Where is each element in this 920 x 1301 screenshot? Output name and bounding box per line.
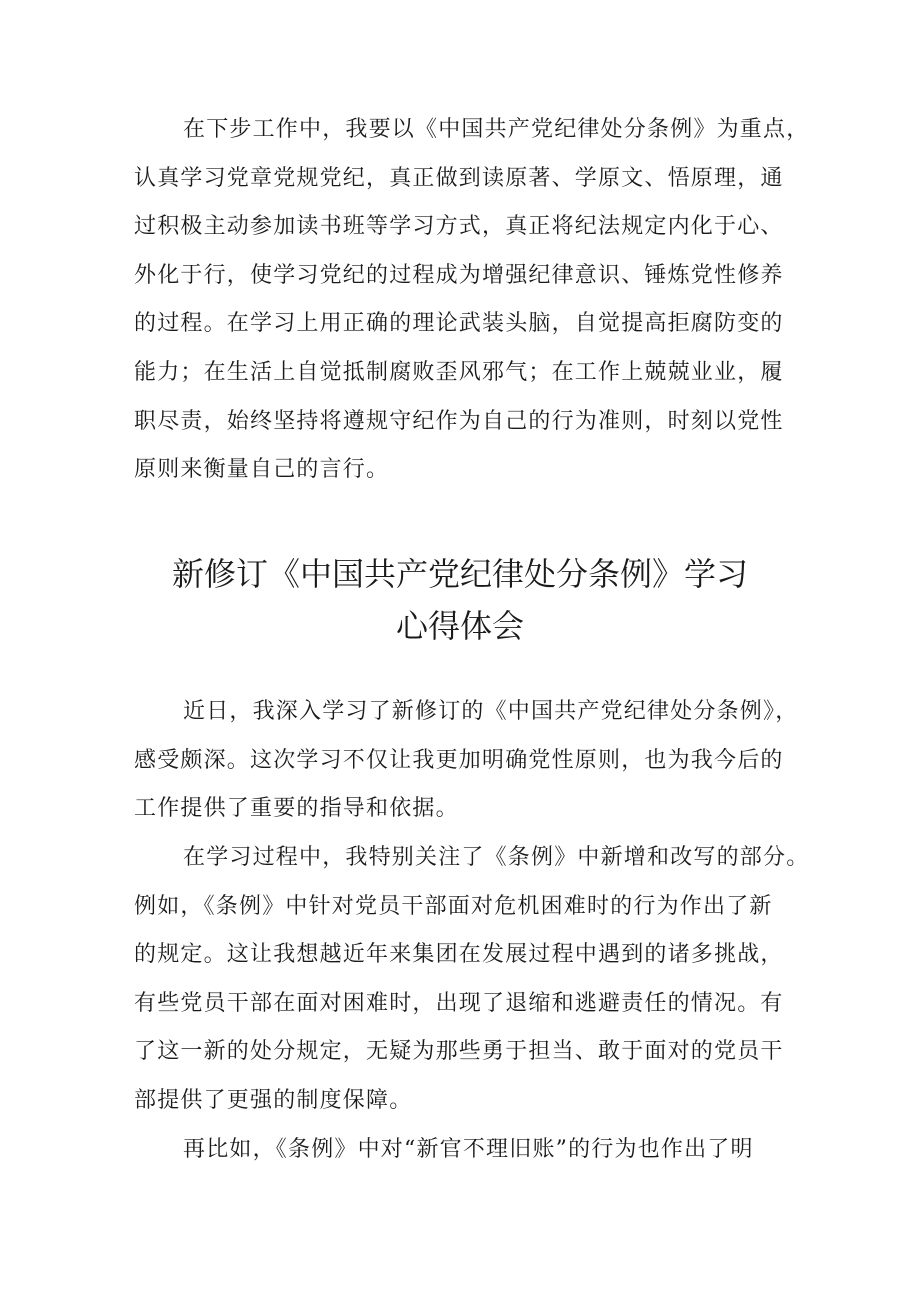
text-line: 有些党员干部在面对困难时，出现了退缩和逃避责任的情况。有 — [134, 990, 784, 1016]
text-line: 再比如，《条例》中对“新官不理旧账”的行为也作出了明 — [183, 1137, 754, 1162]
text-line: 在下步工作中，我要以《中国共产党纪律处分条例》为重点， — [183, 117, 810, 142]
paragraph-example — [134, 1126, 786, 1175]
text-line: 在学习过程中，我特别关注了《条例》中新增和改写的部分。 — [183, 845, 810, 870]
text-line: 过积极主动参加读书班等学习方式，真正将纪法规定内化于心、 — [134, 214, 784, 240]
text-line: 认真学习党章党规党纪，真正做到读原著、学原文、悟原理，通 — [134, 165, 784, 191]
text-line: 外化于行，使学习党纪的过程成为增强纪律意识、锤炼党性修养 — [134, 262, 784, 288]
text-line: 的过程。在学习上用正确的理论武装头脑，自觉提高拒腐防变的 — [134, 311, 784, 337]
document-title — [0, 548, 920, 652]
text-line: 部提供了更强的制度保障。 — [134, 1087, 413, 1113]
text-line: 了这一新的处分规定，无疑为那些勇于担当、敢于面对的党员干 — [134, 1039, 784, 1065]
text-line: 能力；在生活上自觉抵制腐败歪风邪气；在工作上兢兢业业，履 — [134, 359, 784, 385]
title-line: 新修订《中国共产党纪律处分条例》学习 — [171, 555, 748, 593]
paragraph-intro — [134, 688, 799, 834]
text-line: 的规定。这让我想越近年来集团在发展过程中遇到的诸多挑战， — [134, 942, 784, 968]
text-line: 原则来衡量自己的言行。 — [134, 457, 390, 483]
text-line: 工作提供了重要的指导和依据。 — [134, 796, 459, 822]
paragraph-new-rules — [134, 834, 810, 1126]
text-line: 职尽责，始终坚持将遵规守纪作为自己的行为准则，时刻以党性 — [134, 408, 784, 434]
title-line: 心得体会 — [395, 607, 524, 645]
text-line: 近日，我深入学习了新修订的《中国共产党纪律处分条例》， — [183, 699, 799, 724]
text-line: 例如，《条例》中针对党员干部面对危机困难时的行为作出了新 — [134, 893, 773, 919]
text-line: 感受颇深。这次学习不仅让我更加明确党性原则，也为我今后的 — [134, 747, 784, 773]
paragraph-work-plan — [134, 106, 810, 495]
